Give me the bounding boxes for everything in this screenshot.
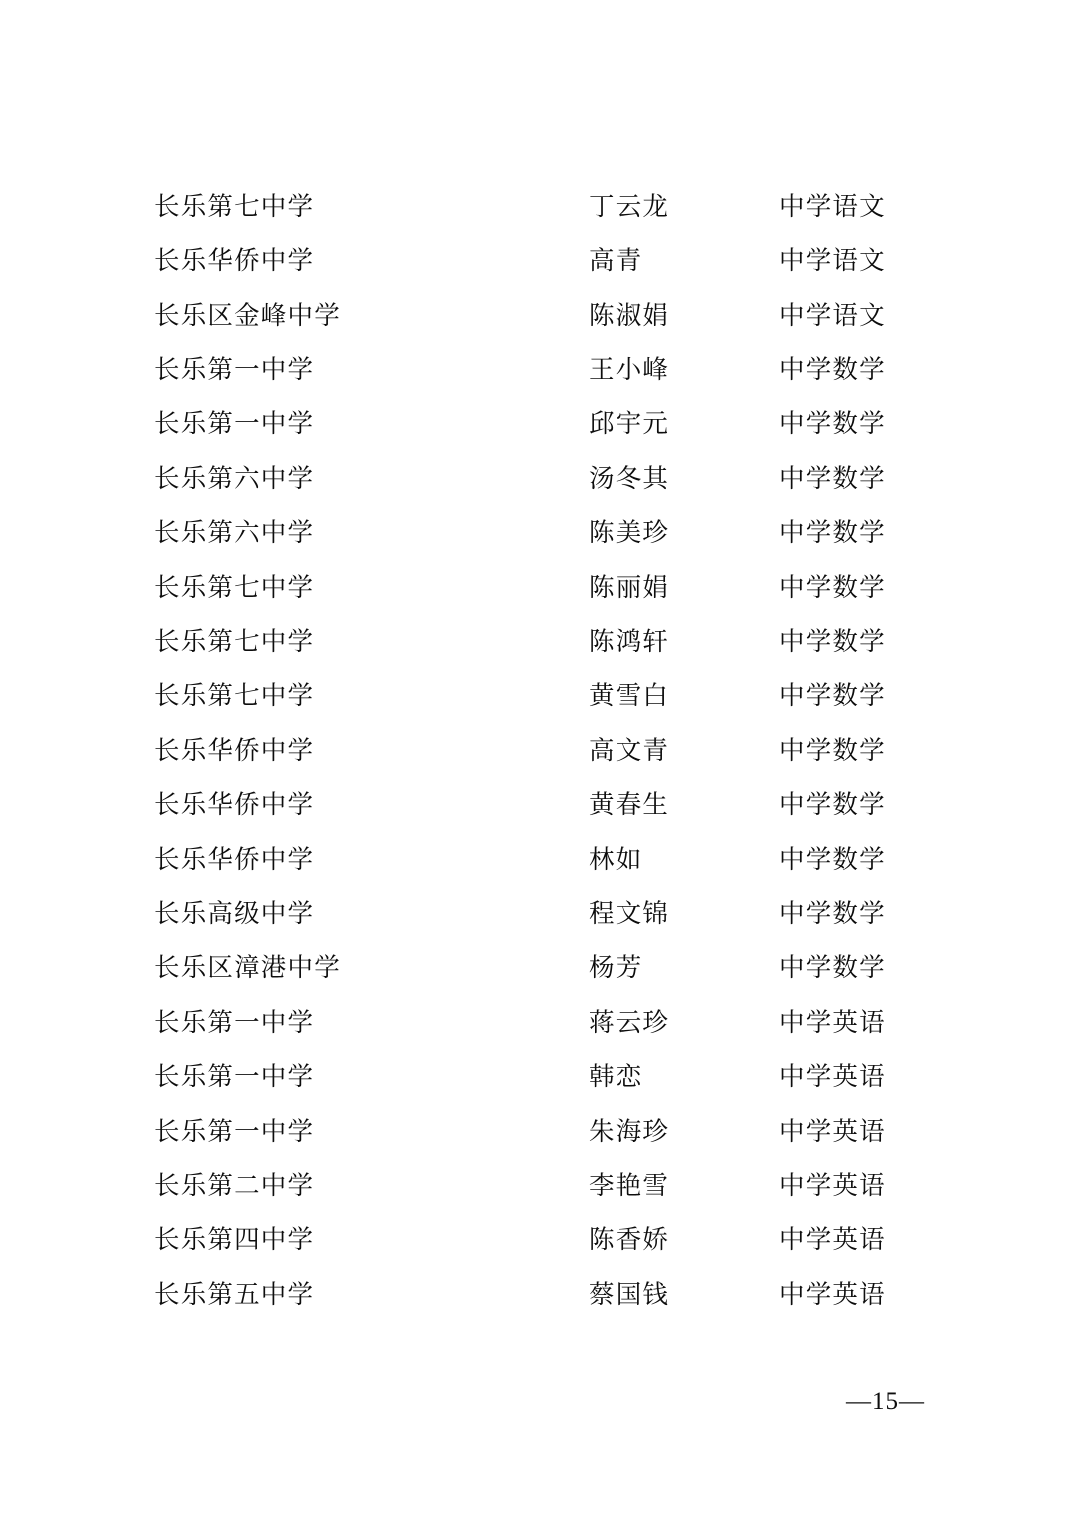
cell-name: 韩恋: [589, 1062, 643, 1092]
cell-school: 长乐第一中学: [154, 1062, 315, 1092]
cell-subject: 中学英语: [779, 1225, 886, 1255]
cell-name: 黄春生: [589, 790, 670, 820]
cell-subject: 中学语文: [779, 191, 886, 221]
teacher-roster-table: [150, 180, 930, 1322]
table-row: [150, 833, 930, 887]
cell-subject: 中学英语: [779, 1279, 886, 1309]
table-row: [150, 1213, 930, 1267]
cell-name: 蒋云珍: [589, 1007, 670, 1037]
cell-name: 王小峰: [589, 355, 670, 385]
cell-subject: 中学数学: [779, 572, 886, 602]
table-row: [150, 778, 930, 832]
table-row: [150, 887, 930, 941]
cell-subject: 中学语文: [779, 246, 886, 276]
cell-subject: 中学数学: [779, 681, 886, 711]
cell-name: 高文青: [589, 735, 670, 765]
cell-subject: 中学英语: [779, 1170, 886, 1200]
cell-school: 长乐区漳港中学: [154, 953, 341, 983]
table-row: [150, 398, 930, 452]
cell-school: 长乐华侨中学: [154, 735, 315, 765]
cell-subject: 中学数学: [779, 735, 886, 765]
cell-school: 长乐华侨中学: [154, 790, 315, 820]
cell-name: 丁云龙: [589, 191, 670, 221]
cell-subject: 中学数学: [779, 409, 886, 439]
cell-school: 长乐区金峰中学: [154, 300, 341, 330]
table-body: [150, 180, 930, 1322]
cell-subject: 中学英语: [779, 1116, 886, 1146]
cell-school: 长乐第七中学: [154, 681, 315, 711]
cell-school: 长乐第六中学: [154, 518, 315, 548]
cell-name: 黄雪白: [589, 681, 670, 711]
cell-name: 李艳雪: [589, 1170, 670, 1200]
cell-name: 高青: [589, 246, 643, 276]
table-row: [150, 670, 930, 724]
table-row: [150, 1268, 930, 1322]
table-row: [150, 234, 930, 288]
cell-subject: 中学英语: [779, 1062, 886, 1092]
cell-name: 陈鸿轩: [589, 627, 670, 657]
cell-name: 程文锦: [589, 898, 670, 928]
cell-school: 长乐第一中学: [154, 355, 315, 385]
cell-school: 长乐第一中学: [154, 409, 315, 439]
table-row: [150, 343, 930, 397]
table-row: [150, 1105, 930, 1159]
cell-name: 汤冬其: [589, 463, 670, 493]
cell-subject: 中学数学: [779, 627, 886, 657]
cell-school: 长乐第七中学: [154, 191, 315, 221]
cell-name: 林如: [589, 844, 643, 874]
cell-name: 陈香娇: [589, 1225, 670, 1255]
cell-school: 长乐第一中学: [154, 1116, 315, 1146]
cell-name: 邱宇元: [589, 409, 670, 439]
table-row: [150, 1050, 930, 1104]
table-row: [150, 180, 930, 234]
page-number: —15—: [846, 1388, 925, 1415]
table-row: [150, 615, 930, 669]
table-row: [150, 724, 930, 778]
cell-school: 长乐第五中学: [154, 1279, 315, 1309]
cell-name: 杨芳: [589, 953, 643, 983]
page-footer: [0, 1388, 1080, 1416]
cell-school: 长乐高级中学: [154, 898, 315, 928]
table-row: [150, 289, 930, 343]
cell-name: 蔡国钱: [589, 1279, 670, 1309]
table-row: [150, 996, 930, 1050]
cell-name: 朱海珍: [589, 1116, 670, 1146]
cell-subject: 中学数学: [779, 844, 886, 874]
cell-subject: 中学数学: [779, 518, 886, 548]
cell-school: 长乐第一中学: [154, 1007, 315, 1037]
table-row: [150, 452, 930, 506]
cell-name: 陈美珍: [589, 518, 670, 548]
cell-school: 长乐华侨中学: [154, 844, 315, 874]
cell-school: 长乐第二中学: [154, 1170, 315, 1200]
cell-school: 长乐华侨中学: [154, 246, 315, 276]
cell-subject: 中学数学: [779, 790, 886, 820]
cell-school: 长乐第四中学: [154, 1225, 315, 1255]
cell-subject: 中学数学: [779, 953, 886, 983]
table-row: [150, 506, 930, 560]
table-row: [150, 561, 930, 615]
cell-school: 长乐第七中学: [154, 627, 315, 657]
cell-school: 长乐第六中学: [154, 463, 315, 493]
table-row: [150, 1159, 930, 1213]
cell-school: 长乐第七中学: [154, 572, 315, 602]
cell-name: 陈淑娟: [589, 300, 670, 330]
cell-subject: 中学语文: [779, 300, 886, 330]
cell-subject: 中学数学: [779, 898, 886, 928]
table-row: [150, 941, 930, 995]
cell-subject: 中学英语: [779, 1007, 886, 1037]
cell-subject: 中学数学: [779, 355, 886, 385]
cell-name: 陈丽娟: [589, 572, 670, 602]
cell-subject: 中学数学: [779, 463, 886, 493]
